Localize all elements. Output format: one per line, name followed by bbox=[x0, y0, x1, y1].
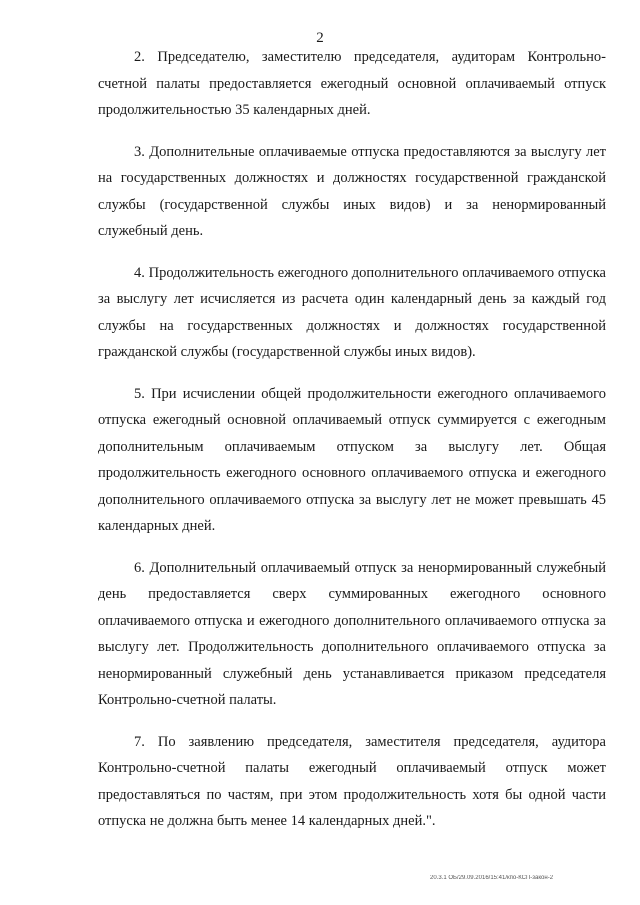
paragraph-6: 6. Дополнительный оплачиваемый отпуск за ненормированный служебный день предоставляется сверх суммированных ежегодного основного оплачиваемого отпуска и ежегодного дополнительного оплачиваемого отпуска за выслугу лет. Продолжительность дополнительного оплачиваемого отпуска за ненормированный служебный день устанавливается приказом председателя Контрольно-счетной палаты. bbox=[98, 559, 606, 708]
document-body bbox=[98, 44, 606, 850]
paragraph-2: 2. Председателю, заместителю председателя, аудиторам Контрольно-счетной палаты предоставляется ежегодный основной оплачиваемый отпуск продолжительностью 35 календарных дней. bbox=[98, 49, 606, 118]
paragraph-5: 5. При исчислении общей продолжительности ежегодного оплачиваемого отпуска ежегодный основной оплачиваемый отпуск суммируется с ежегодным дополнительным оплачиваемым отпуском за выслугу лет. Общая продолжительность ежегодного основного оплачиваемого отпуска и ежегодного дополнительного оплачиваемого отпуска за выслугу лет не может превышать 45 календарных дней. bbox=[98, 385, 606, 534]
page-number: 2 bbox=[316, 30, 324, 46]
footer-file-reference: 20.3.1 ОБ/29.09.2016/15:41/кпо-КСП-закон-2 bbox=[430, 875, 554, 881]
paragraph-4: 4. Продолжительность ежегодного дополнительного оплачиваемого отпуска за выслугу лет исчисляется из расчета один календарный день за каждый год службы на государственных должностях и должностях государственной гражданской службы (государственной службы иных видов). bbox=[98, 264, 606, 360]
paragraph-3: 3. Дополнительные оплачиваемые отпуска предоставляются за выслугу лет на государственных должностях и должностях государственной гражданской службы (государственной службы иных видов) и за ненормированный служебный день. bbox=[98, 143, 606, 239]
paragraph-7: 7. По заявлению председателя, заместителя председателя, аудитора Контрольно-счетной палаты ежегодный оплачиваемый отпуск может предоставляться по частям, при этом продолжительность хотя бы одной части отпуска не должна быть менее 14 календарных дней.". bbox=[98, 733, 606, 829]
